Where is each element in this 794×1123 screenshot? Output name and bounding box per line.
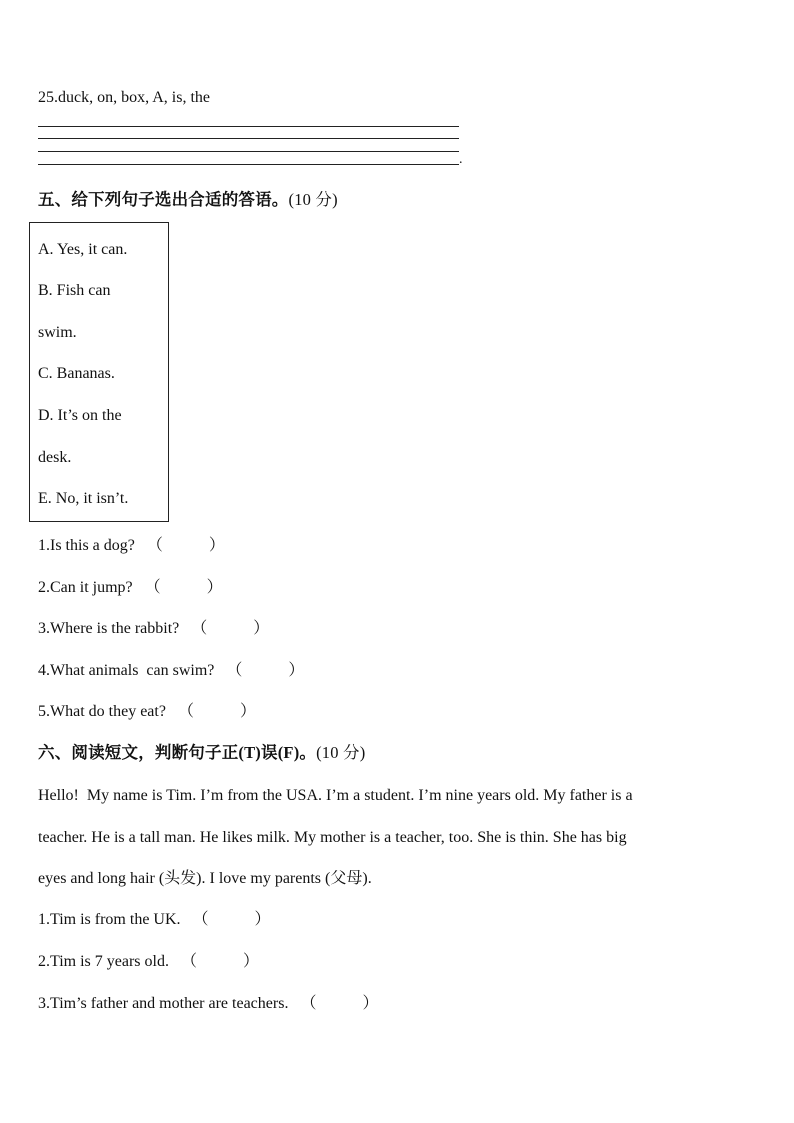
section-6-title-end: 。 — [299, 743, 317, 762]
option-e: E. No, it isn’t. — [38, 490, 129, 507]
section-6-score: (10 分) — [316, 743, 366, 762]
answer-blank[interactable]: （ ） — [226, 662, 305, 679]
passage-line-1: Hello! My name is Tim. I’m from the USA. I’m a student. I’m nine years old. My father is a — [38, 787, 633, 804]
option-a: A. Yes, it can. — [38, 241, 128, 258]
option-b-line-2: swim. — [38, 324, 77, 341]
answer-blank[interactable]: （ ） — [180, 953, 260, 970]
question-text: 3.Where is the rabbit? — [38, 620, 180, 637]
section-6-question-2 — [38, 952, 259, 972]
false-marker: (F) — [277, 743, 300, 762]
section-5-title: 五、给下列句子选出合适的答语。 — [38, 190, 289, 209]
question-text: 1.Is this a dog? — [38, 537, 135, 554]
section-5-score: (10 分) — [288, 190, 338, 209]
answer-blank[interactable]: （ ） — [300, 995, 379, 1012]
answer-blank[interactable]: （ ） — [144, 579, 223, 596]
section-5-question-5 — [38, 702, 256, 722]
section-6-title-mid: 误 — [261, 743, 278, 762]
question-text: 3.Tim’s father and mother are teachers. — [38, 995, 289, 1012]
section-5-question-2 — [38, 578, 223, 598]
question-25: 25.duck, on, box, A, is, the — [38, 89, 210, 106]
answer-line-2 — [38, 138, 459, 139]
answer-end-mark: . — [459, 152, 463, 167]
answer-blank[interactable]: （ ） — [192, 911, 271, 928]
passage-line-3: eyes and long hair (头发). I love my parents (父母). — [38, 870, 372, 887]
answer-line-1 — [38, 126, 459, 127]
option-d-line-2: desk. — [38, 449, 72, 466]
option-c: C. Bananas. — [38, 365, 115, 382]
section-6-question-3 — [38, 994, 378, 1014]
answer-line-4 — [38, 164, 459, 165]
answer-blank[interactable]: （ ） — [146, 537, 225, 554]
question-text: 5.What do they eat? — [38, 703, 166, 720]
answer-line-3 — [38, 151, 459, 152]
section-6-heading — [38, 742, 365, 764]
answer-blank[interactable]: （ ） — [191, 620, 270, 637]
true-marker: (T) — [238, 743, 262, 762]
section-5-heading — [38, 189, 338, 211]
option-b-line-1: B. Fish can — [38, 282, 111, 299]
question-text: 2.Tim is 7 years old. — [38, 953, 169, 970]
section-6-question-1 — [38, 910, 271, 930]
answer-options-box — [29, 222, 169, 522]
question-text: 4.What animals can swim? — [38, 662, 215, 679]
section-5-question-3 — [38, 619, 269, 639]
option-d-line-1: D. It’s on the — [38, 407, 122, 424]
question-text: 2.Can it jump? — [38, 579, 133, 596]
section-5-question-1 — [38, 536, 225, 556]
section-6-title: 六、阅读短文，判断句子正 — [38, 743, 239, 762]
answer-blank[interactable]: （ ） — [177, 703, 256, 720]
passage-line-2: teacher. He is a tall man. He likes milk. My mother is a teacher, too. She is thin. She has big — [38, 829, 627, 846]
question-text: 1.Tim is from the UK. — [38, 911, 181, 928]
section-5-question-4 — [38, 661, 304, 681]
